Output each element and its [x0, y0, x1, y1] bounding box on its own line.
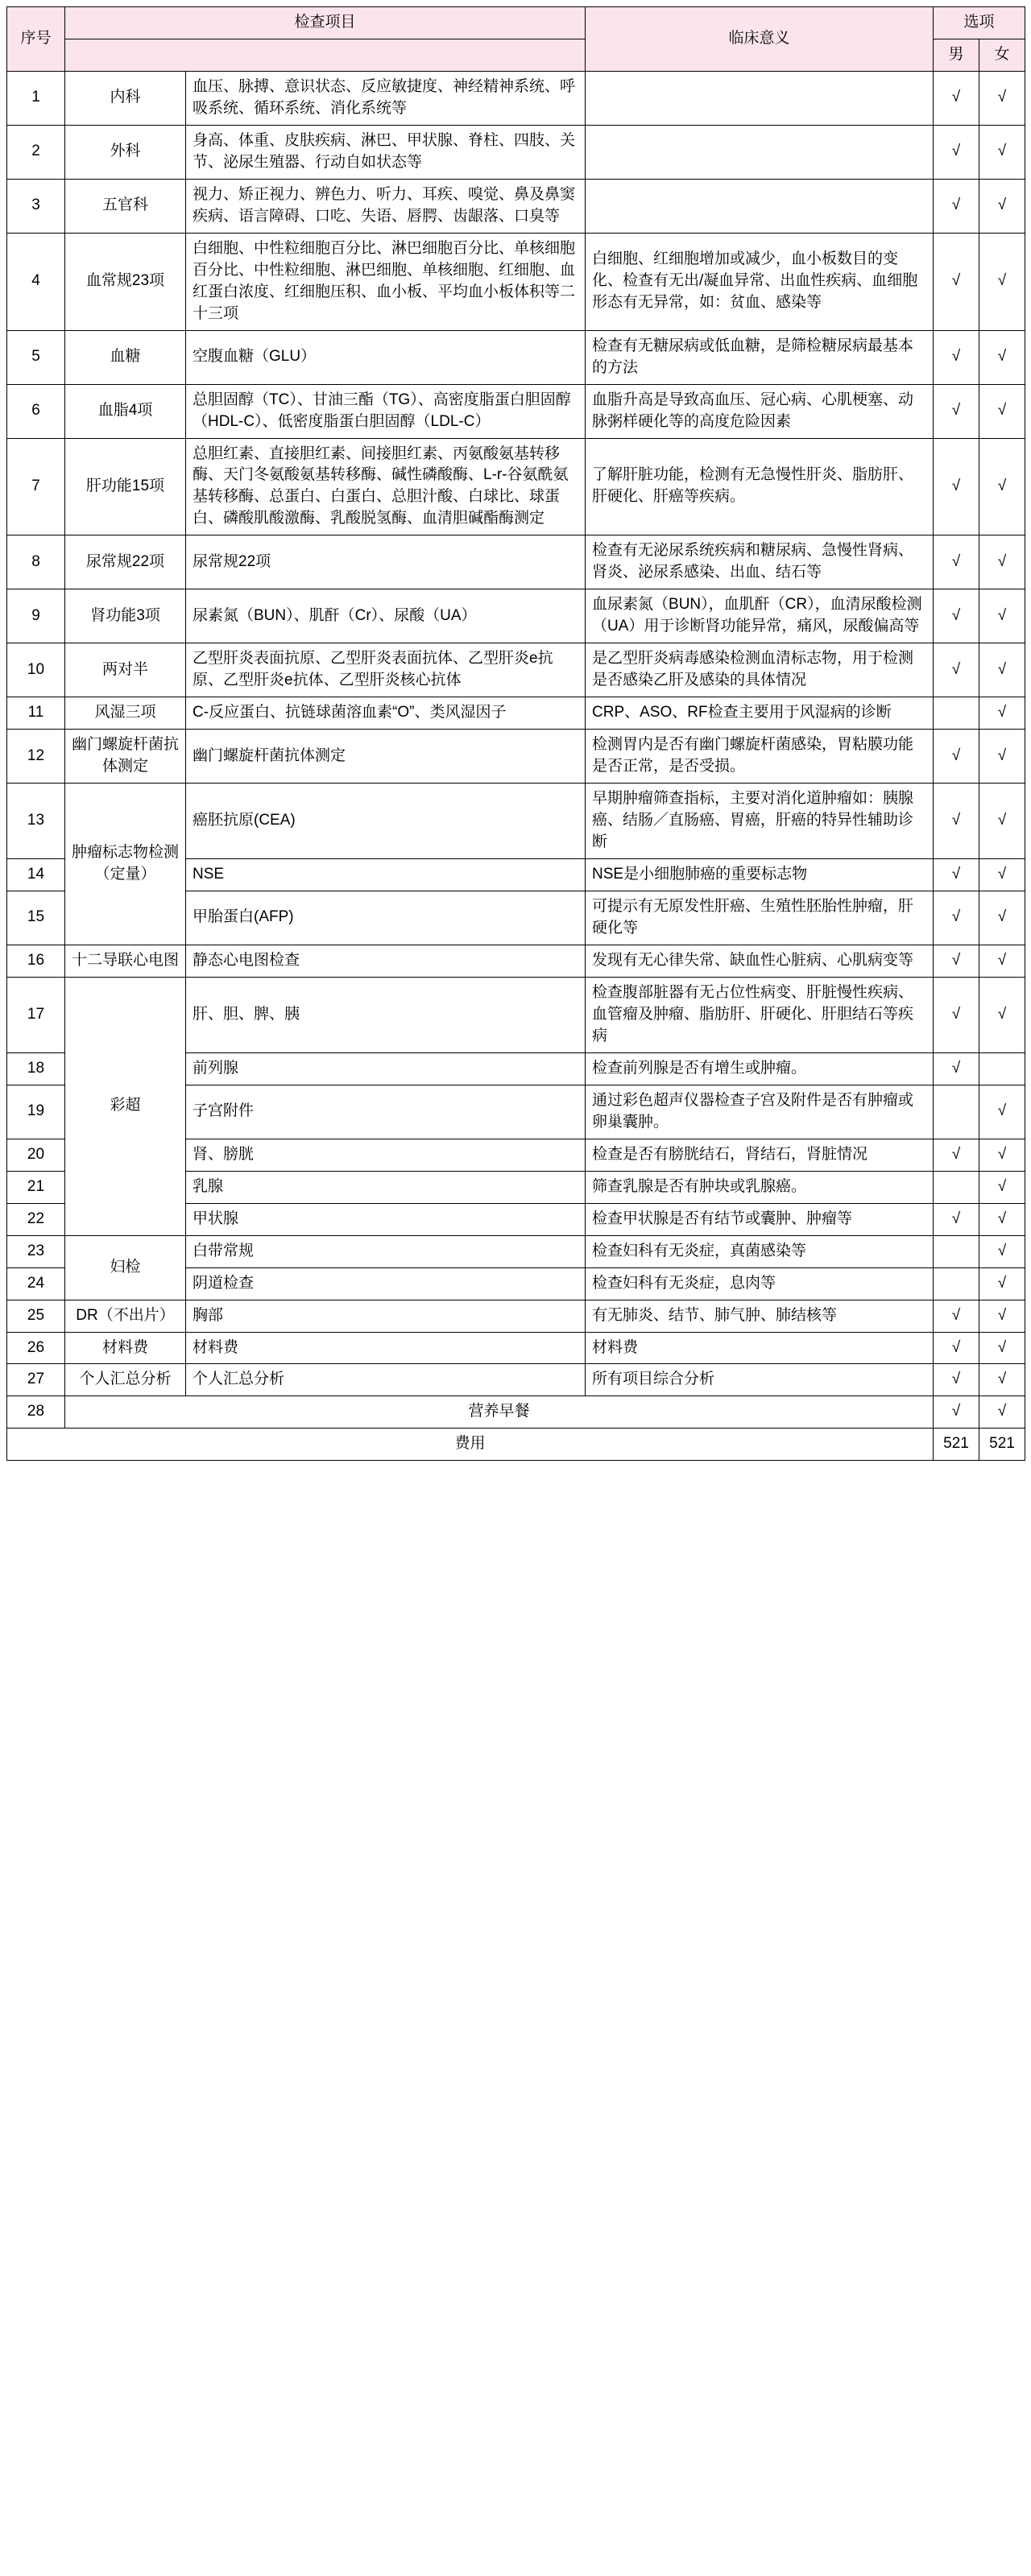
- row-item: 甲状腺: [186, 1203, 586, 1235]
- row-meaning: CRP、ASO、RF检查主要用于风湿病的诊断: [586, 697, 934, 730]
- row-female-check[interactable]: √: [979, 589, 1025, 643]
- row-item: 尿常规22项: [186, 535, 586, 589]
- row-no: 13: [7, 784, 65, 859]
- row-category: 材料费: [65, 1332, 186, 1364]
- row-male-check[interactable]: √: [934, 125, 979, 179]
- row-no: 27: [7, 1364, 65, 1396]
- row-item: 静态心电图检查: [186, 945, 586, 977]
- row-meaning: 检查有无泌尿系统疾病和糖尿病、急慢性肾病、肾炎、泌尿系感染、出血、结石等: [586, 535, 934, 589]
- row-item: 肝、胆、脾、胰: [186, 977, 586, 1052]
- row-female-check[interactable]: √: [979, 1139, 1025, 1171]
- row-male-check[interactable]: √: [934, 535, 979, 589]
- row-no: 14: [7, 859, 65, 891]
- row-item: 材料费: [186, 1332, 586, 1364]
- row-no: 18: [7, 1052, 65, 1085]
- header-item-sub: [65, 39, 586, 71]
- row-meaning: 血尿素氮（BUN），血肌酐（CR），血清尿酸检测（UA）用于诊断肾功能异常，痛风，尿酸偏高等: [586, 589, 934, 643]
- row-category: 尿常规22项: [65, 535, 186, 589]
- row-no: 6: [7, 384, 65, 438]
- row-no: 26: [7, 1332, 65, 1364]
- row-category: 妇检: [65, 1235, 186, 1300]
- row-item: 胸部: [186, 1300, 586, 1332]
- row-no: 2: [7, 125, 65, 179]
- row-male-check[interactable]: √: [934, 1364, 979, 1396]
- header-female: 女: [979, 39, 1025, 71]
- row-female-check[interactable]: √: [979, 1085, 1025, 1139]
- row-item: 视力、矫正视力、辨色力、听力、耳疾、嗅觉、鼻及鼻窦疾病、语言障碍、口吃、失语、唇腭、齿龈落、口臭等: [186, 179, 586, 233]
- row-female-check[interactable]: √: [979, 535, 1025, 589]
- row-meaning: NSE是小细胞肺癌的重要标志物: [586, 859, 934, 891]
- row-female-check[interactable]: √: [979, 1171, 1025, 1203]
- header-no: 序号: [7, 7, 65, 72]
- row-male-check[interactable]: √: [934, 1203, 979, 1235]
- row-no: 12: [7, 730, 65, 784]
- row-female-check[interactable]: √: [979, 1300, 1025, 1332]
- row-male-check[interactable]: √: [934, 71, 979, 125]
- row-meaning: 材料费: [586, 1332, 934, 1364]
- header-meaning: 临床意义: [586, 7, 934, 72]
- row-female-check[interactable]: √: [979, 643, 1025, 697]
- row-female-check[interactable]: √: [979, 891, 1025, 945]
- header-item: 检查项目: [65, 7, 586, 39]
- row-meaning: 血脂升高是导致高血压、冠心病、心肌梗塞、动脉粥样硬化等的高度危险因素: [586, 384, 934, 438]
- row-item: 总胆红素、直接胆红素、间接胆红素、丙氨酸氨基转移酶、天门冬氨酸氨基转移酶、碱性磷酸酶、L-r-谷氨酰氨基转移酶、总蛋白、白蛋白、总胆汁酸、白球比、球蛋白、磷酸肌酸激酶、乳酸脱氢酶、血清胆碱酯酶测定: [186, 438, 586, 535]
- row-category: 血常规23项: [65, 233, 186, 330]
- row-female-check[interactable]: √: [979, 697, 1025, 730]
- exam-items-table: [6, 6, 1025, 1461]
- fee-label: 费用: [7, 1429, 934, 1461]
- row-meaning: 早期肿瘤筛查指标，主要对消化道肿瘤如：胰腺癌、结肠／直肠癌、胃癌，肝癌的特异性辅助诊断: [586, 784, 934, 859]
- row-no: 1: [7, 71, 65, 125]
- row-item: 阴道检查: [186, 1267, 586, 1300]
- row-no: 23: [7, 1235, 65, 1267]
- row-no: 20: [7, 1139, 65, 1171]
- row-male-check[interactable]: √: [934, 233, 979, 330]
- row-meaning: 可提示有无原发性肝癌、生殖性胚胎性肿瘤，肝硬化等: [586, 891, 934, 945]
- row-meaning: 检查妇科有无炎症，息肉等: [586, 1267, 934, 1300]
- table-row: [7, 1300, 1025, 1332]
- row-male-check[interactable]: [934, 1267, 979, 1300]
- row-item: 甲胎蛋白(AFP): [186, 891, 586, 945]
- row-no: 21: [7, 1171, 65, 1203]
- row-meaning: 检查腹部脏器有无占位性病变、肝脏慢性疾病、血管瘤及肿瘤、脂肪肝、肝硬化、肝胆结石等疾病: [586, 977, 934, 1052]
- row-female-check[interactable]: √: [979, 179, 1025, 233]
- row-female-check[interactable]: √: [979, 233, 1025, 330]
- row-male-check[interactable]: √: [934, 384, 979, 438]
- row-no: 11: [7, 697, 65, 730]
- breakfast-male-check[interactable]: √: [934, 1396, 979, 1429]
- row-category: 外科: [65, 125, 186, 179]
- row-meaning: 筛查乳腺是否有肿块或乳腺癌。: [586, 1171, 934, 1203]
- row-male-check[interactable]: [934, 1085, 979, 1139]
- row-no: 5: [7, 330, 65, 384]
- row-item: 总胆固醇（TC）、甘油三酯（TG）、高密度脂蛋白胆固醇（HDL-C）、低密度脂蛋白胆固醇（LDL-C）: [186, 384, 586, 438]
- row-meaning: [586, 179, 934, 233]
- row-item: 空腹血糖（GLU）: [186, 330, 586, 384]
- row-no: 25: [7, 1300, 65, 1332]
- row-category: 肿瘤标志物检测（定量）: [65, 784, 186, 945]
- row-meaning: 有无肺炎、结节、肺气肿、肺结核等: [586, 1300, 934, 1332]
- row-no: 10: [7, 643, 65, 697]
- header-options: 选项: [934, 7, 1025, 39]
- row-meaning: 所有项目综合分析: [586, 1364, 934, 1396]
- row-female-check[interactable]: √: [979, 1332, 1025, 1364]
- row-female-check[interactable]: √: [979, 1364, 1025, 1396]
- row-item: 肾、膀胱: [186, 1139, 586, 1171]
- row-no: 4: [7, 233, 65, 330]
- row-male-check[interactable]: [934, 1235, 979, 1267]
- table-row: [7, 535, 1025, 589]
- row-male-check[interactable]: √: [934, 891, 979, 945]
- row-meaning: 检查有无糖尿病或低血糖，是筛检糖尿病最基本的方法: [586, 330, 934, 384]
- row-meaning: [586, 125, 934, 179]
- breakfast-row: [7, 1396, 1025, 1429]
- table-row: [7, 330, 1025, 384]
- row-male-check[interactable]: √: [934, 438, 979, 535]
- row-meaning: 发现有无心律失常、缺血性心脏病、心肌病变等: [586, 945, 934, 977]
- row-male-check[interactable]: √: [934, 589, 979, 643]
- row-no: 15: [7, 891, 65, 945]
- breakfast-female-check[interactable]: √: [979, 1396, 1025, 1429]
- row-male-check[interactable]: √: [934, 945, 979, 977]
- table-row: [7, 125, 1025, 179]
- row-item: 幽门螺旋杆菌抗体测定: [186, 730, 586, 784]
- row-female-check[interactable]: √: [979, 71, 1025, 125]
- row-item: 乙型肝炎表面抗原、乙型肝炎表面抗体、乙型肝炎e抗原、乙型肝炎e抗体、乙型肝炎核心抗体: [186, 643, 586, 697]
- header-male: 男: [934, 39, 979, 71]
- table-row: [7, 233, 1025, 330]
- row-female-check[interactable]: √: [979, 1267, 1025, 1300]
- table-row: [7, 730, 1025, 784]
- row-item: 白带常规: [186, 1235, 586, 1267]
- row-male-check[interactable]: √: [934, 179, 979, 233]
- row-male-check[interactable]: √: [934, 643, 979, 697]
- row-female-check[interactable]: [979, 1052, 1025, 1085]
- row-meaning: 检查前列腺是否有增生或肿瘤。: [586, 1052, 934, 1085]
- row-category: 肾功能3项: [65, 589, 186, 643]
- row-meaning: 通过彩色超声仪器检查子宫及附件是否有肿瘤或卵巢囊肿。: [586, 1085, 934, 1139]
- row-male-check[interactable]: √: [934, 977, 979, 1052]
- table-row: [7, 977, 1025, 1052]
- row-meaning: 检查妇科有无炎症，真菌感染等: [586, 1235, 934, 1267]
- row-item: 血压、脉搏、意识状态、反应敏捷度、神经精神系统、呼吸系统、循环系统、消化系统等: [186, 71, 586, 125]
- row-item: NSE: [186, 859, 586, 891]
- row-male-check[interactable]: [934, 1171, 979, 1203]
- table-row: [7, 1364, 1025, 1396]
- row-item: C-反应蛋白、抗链球菌溶血素“O”、类风湿因子: [186, 697, 586, 730]
- row-male-check[interactable]: √: [934, 1300, 979, 1332]
- row-category: 风湿三项: [65, 697, 186, 730]
- fee-male: 521: [934, 1429, 979, 1461]
- row-category: 彩超: [65, 977, 186, 1235]
- row-meaning: [586, 71, 934, 125]
- row-item: 身高、体重、皮肤疾病、淋巴、甲状腺、脊柱、四肢、关节、泌尿生殖器、行动自如状态等: [186, 125, 586, 179]
- row-no: 7: [7, 438, 65, 535]
- row-male-check[interactable]: √: [934, 730, 979, 784]
- row-meaning: 检查甲状腺是否有结节或囊肿、肿瘤等: [586, 1203, 934, 1235]
- table-row: [7, 643, 1025, 697]
- row-female-check[interactable]: √: [979, 384, 1025, 438]
- row-female-check[interactable]: √: [979, 330, 1025, 384]
- row-female-check[interactable]: √: [979, 730, 1025, 784]
- row-category: 个人汇总分析: [65, 1364, 186, 1396]
- row-male-check[interactable]: √: [934, 1332, 979, 1364]
- fee-row: [7, 1429, 1025, 1461]
- row-female-check[interactable]: √: [979, 945, 1025, 977]
- row-category: 幽门螺旋杆菌抗体测定: [65, 730, 186, 784]
- row-no: 16: [7, 945, 65, 977]
- row-meaning: 了解肝脏功能，检测有无急慢性肝炎、脂肪肝、肝硬化、肝癌等疾病。: [586, 438, 934, 535]
- row-meaning: 检查是否有膀胱结石，肾结石，肾脏情况: [586, 1139, 934, 1171]
- row-male-check[interactable]: √: [934, 330, 979, 384]
- row-category: 血糖: [65, 330, 186, 384]
- row-item: 个人汇总分析: [186, 1364, 586, 1396]
- breakfast-no: 28: [7, 1396, 65, 1429]
- breakfast-label: 营养早餐: [65, 1396, 934, 1429]
- fee-female: 521: [979, 1429, 1025, 1461]
- table-row: [7, 697, 1025, 730]
- table-row: [7, 438, 1025, 535]
- row-item: 尿素氮（BUN）、肌酐（Cr）、尿酸（UA）: [186, 589, 586, 643]
- row-no: 24: [7, 1267, 65, 1300]
- row-female-check[interactable]: √: [979, 438, 1025, 535]
- row-no: 22: [7, 1203, 65, 1235]
- row-meaning: 检测胃内是否有幽门螺旋杆菌感染，胃粘膜功能是否正常，是否受损。: [586, 730, 934, 784]
- table-row: [7, 179, 1025, 233]
- row-no: 19: [7, 1085, 65, 1139]
- row-item: 癌胚抗原(CEA): [186, 784, 586, 859]
- row-no: 3: [7, 179, 65, 233]
- row-female-check[interactable]: √: [979, 784, 1025, 859]
- row-no: 8: [7, 535, 65, 589]
- row-female-check[interactable]: √: [979, 1203, 1025, 1235]
- row-female-check[interactable]: √: [979, 1235, 1025, 1267]
- table-row: [7, 945, 1025, 977]
- table-row: [7, 1332, 1025, 1364]
- row-category: 肝功能15项: [65, 438, 186, 535]
- row-male-check[interactable]: √: [934, 1139, 979, 1171]
- table-row: [7, 784, 1025, 859]
- row-item: 乳腺: [186, 1171, 586, 1203]
- row-meaning: 是乙型肝炎病毒感染检测血清标志物，用于检测是否感染乙肝及感染的具体情况: [586, 643, 934, 697]
- row-male-check[interactable]: √: [934, 859, 979, 891]
- row-category: 两对半: [65, 643, 186, 697]
- row-item: 子宫附件: [186, 1085, 586, 1139]
- row-male-check[interactable]: √: [934, 784, 979, 859]
- row-male-check[interactable]: √: [934, 1052, 979, 1085]
- row-female-check[interactable]: √: [979, 977, 1025, 1052]
- table-row: [7, 71, 1025, 125]
- row-no: 9: [7, 589, 65, 643]
- table-row: [7, 1235, 1025, 1267]
- row-item: 前列腺: [186, 1052, 586, 1085]
- row-category: 五官科: [65, 179, 186, 233]
- table-body: [7, 71, 1025, 1460]
- row-meaning: 白细胞、红细胞增加或减少，血小板数目的变化、检查有无出/凝血异常、出血性疾病、血细胞形态有无异常，如：贫血、感染等: [586, 233, 934, 330]
- row-category: 内科: [65, 71, 186, 125]
- table-row: [7, 384, 1025, 438]
- row-female-check[interactable]: √: [979, 125, 1025, 179]
- row-no: 17: [7, 977, 65, 1052]
- table-row: [7, 589, 1025, 643]
- row-male-check[interactable]: [934, 697, 979, 730]
- row-item: 白细胞、中性粒细胞百分比、淋巴细胞百分比、单核细胞百分比、中性粒细胞、淋巴细胞、单核细胞、红细胞、血红蛋白浓度、红细胞压积、血小板、平均血小板体积等二十三项: [186, 233, 586, 330]
- row-category: 血脂4项: [65, 384, 186, 438]
- row-category: DR（不出片）: [65, 1300, 186, 1332]
- table-header: [7, 7, 1025, 72]
- row-female-check[interactable]: √: [979, 859, 1025, 891]
- row-category: 十二导联心电图: [65, 945, 186, 977]
